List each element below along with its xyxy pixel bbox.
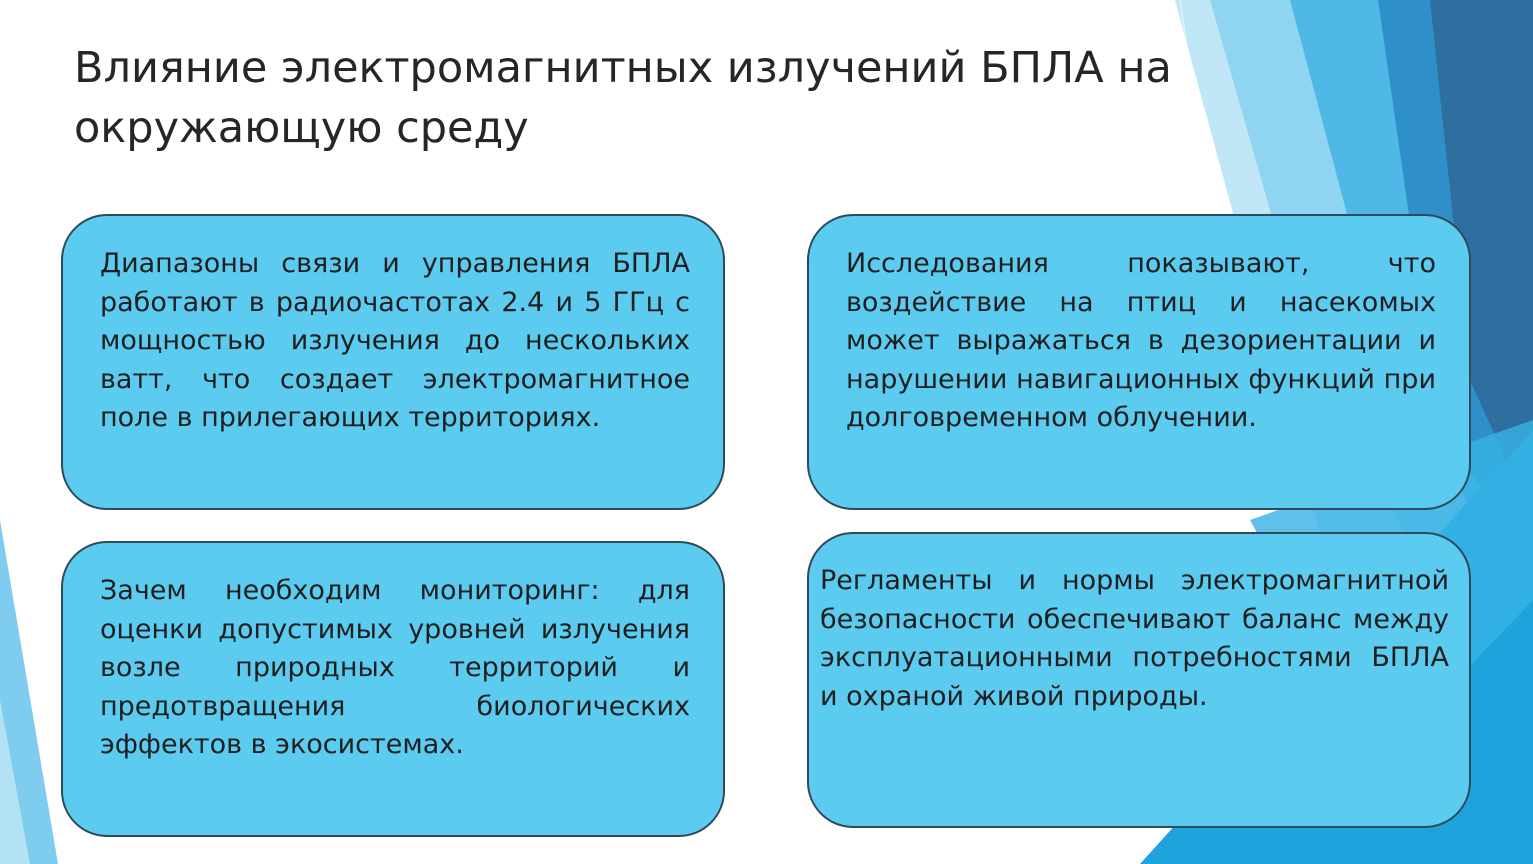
info-card-birds-insects (807, 214, 1471, 510)
card-text: Зачем необходим мониторинг: для оценки допустимых уровней излучения возле природных территорий и предотвращения биологических эффектов в экосистемах. (100, 575, 690, 760)
slide-title: Влияние электромагнитных излучений БПЛА на окружающую среду (74, 43, 1172, 153)
card-text: Регламенты и нормы электромагнитной безопасности обеспечивают баланс между эксплуатационными потребностями БПЛА и охраной живой природы. (820, 565, 1449, 712)
info-card-regulations (807, 532, 1471, 828)
info-card-radio-frequencies (61, 214, 725, 510)
info-card-monitoring (61, 541, 725, 837)
card-text: Диапазоны связи и управления БПЛА работают в радиочастотах 2.4 и 5 ГГц с мощностью излучения до нескольких ватт, что создает электромагнитное поле в прилегающих территориях. (100, 248, 690, 433)
card-text: Исследования показывают, что воздействие на птиц и насекомых может выражаться в дезориентации и нарушении навигационных функций при долговременном облучении. (846, 248, 1436, 433)
